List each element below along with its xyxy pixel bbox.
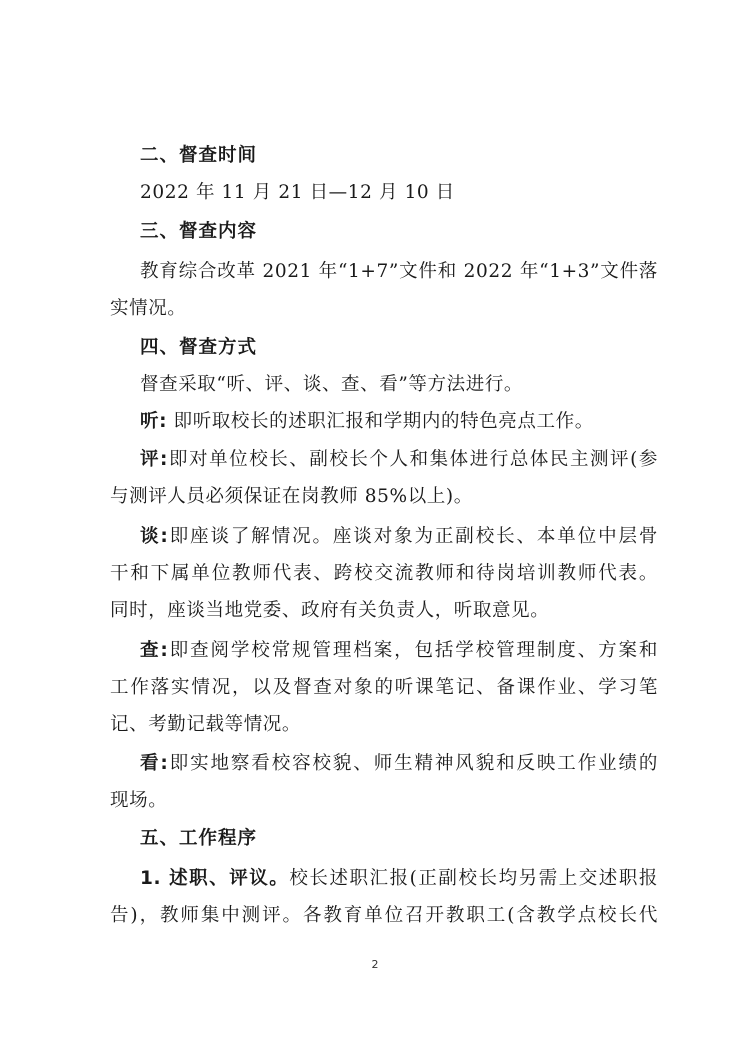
method-look-line-2: 现场。	[110, 790, 168, 811]
method-listen-paragraph	[140, 409, 594, 435]
method-check-line-2: 工作落实情况，以及督查对象的听课笔记、备课作业、学习笔	[110, 677, 658, 698]
method-look-lead: 看:	[140, 753, 169, 774]
procedure-item1-line-2: 告)，教师集中测评。各教育单位召开教职工(含教学点校长代	[110, 905, 658, 926]
method-listen-lead: 听:	[140, 411, 168, 432]
section-heading-work-procedure: 五、工作程序	[140, 828, 258, 849]
procedure-item1-line-1	[140, 866, 658, 892]
method-look-line-1	[140, 751, 658, 777]
method-evaluate-line-1	[140, 447, 658, 473]
method-intro: 督查采取“听、评、谈、查、看”等方法进行。	[140, 374, 524, 395]
method-talk-line-2: 干和下属单位教师代表、跨校交流教师和待岗培训教师代表。	[110, 563, 658, 584]
method-check-line-3: 记、考勤记载等情况。	[110, 714, 302, 735]
procedure-item1-text: 校长述职汇报(正副校长均另需上交述职报	[289, 868, 658, 889]
content-line-1: 教育综合改革 2021 年“1+7”文件和 2022 年“1+3”文件落	[140, 261, 658, 282]
method-talk-line-1	[140, 524, 658, 550]
content-line-2: 实情况。	[110, 298, 187, 319]
method-talk-lead: 谈:	[140, 526, 169, 547]
page-number: 2	[371, 958, 379, 971]
method-evaluate-line-2: 与测评人员必须保证在岗教师 85%以上)。	[110, 486, 473, 507]
section-heading-supervision-time: 二、督查时间	[140, 145, 258, 166]
method-evaluate-text: 即对单位校长、副校长个人和集体进行总体民主测评(参	[168, 449, 658, 470]
procedure-item1-lead: 1. 述职、评议。	[140, 868, 290, 889]
method-listen-text: 即听取校长的述职汇报和学期内的特色亮点工作。	[173, 411, 594, 432]
method-check-lead: 查:	[140, 640, 169, 661]
section-heading-supervision-method: 四、督查方式	[140, 337, 258, 358]
method-check-text: 即查阅学校常规管理档案，包括学校管理制度、方案和	[168, 640, 658, 661]
supervision-dates: 2022 年 11 月 21 日—12 月 10 日	[140, 182, 455, 203]
section-heading-supervision-content: 三、督查内容	[140, 221, 258, 242]
method-talk-text: 即座谈了解情况。座谈对象为正副校长、本单位中层骨	[168, 526, 658, 547]
method-talk-line-3: 同时，座谈当地党委、政府有关负责人，听取意见。	[110, 600, 550, 621]
method-check-line-1	[140, 638, 658, 664]
method-look-text: 即实地察看校容校貌、师生精神风貌和反映工作业绩的	[168, 753, 658, 774]
method-evaluate-lead: 评:	[140, 449, 169, 470]
